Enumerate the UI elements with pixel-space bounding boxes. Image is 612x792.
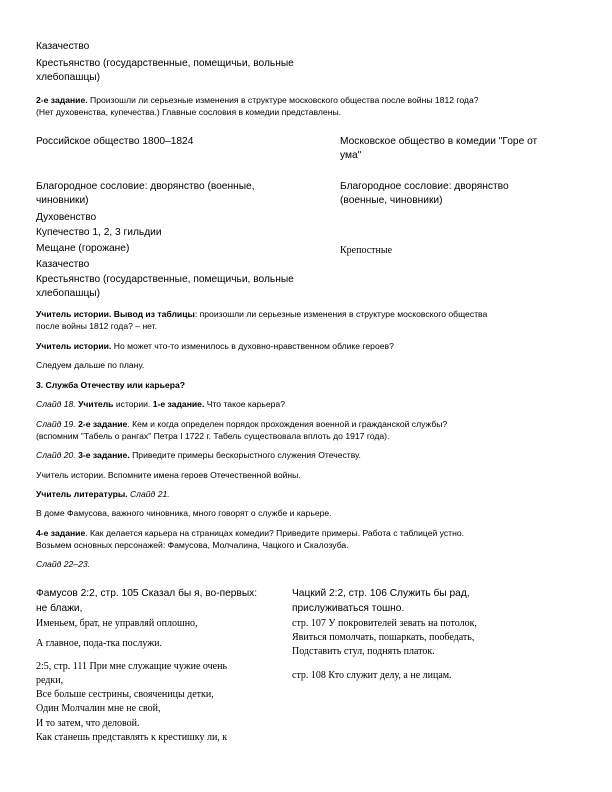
teacher-label: Учитель	[75, 399, 114, 409]
quote-line: редки,	[36, 675, 64, 686]
list-item: Крестьянство (государственные, помещичьи, вольные	[36, 58, 294, 69]
follow-paragraph: Следуем дальше по плану.	[36, 360, 145, 370]
table-row: Благородное сословие: дворянство (военные,	[36, 181, 255, 192]
task4-paragraph-line2: Возьмем основных персонажей: Фамусова, Молчалина, Чацкого и Скалозуба.	[36, 540, 349, 550]
task2-label: 2-е задание.	[36, 95, 88, 105]
conclusion-label: Учитель истории. Вывод из таблицы	[36, 309, 195, 319]
list-item: хлебопашцы)	[36, 72, 100, 83]
task2-paragraph	[36, 95, 479, 106]
teacher-question	[36, 341, 394, 352]
table-right-header-line2: ума"	[340, 150, 362, 161]
quote-line: Один Молчалин мне не свой,	[36, 703, 161, 714]
task-label: 2-е задание	[75, 419, 128, 429]
heroes-paragraph: Учитель истории. Вспомните имена героев Отечественной войны.	[36, 470, 301, 480]
famusov-house-paragraph: В доме Фамусова, важного чиновника, много говорят о службе и карьере.	[36, 508, 332, 518]
quote-line: И то затем, что деловой.	[36, 718, 140, 729]
table-row: Крестьянство (государственные, помещичьи, вольные	[36, 274, 294, 285]
task2-paragraph-line2: (Нет духовенства, купечества.) Главные сословия в комедии представлены.	[36, 107, 342, 117]
slide-ref: Слайд 19.	[36, 419, 76, 429]
quote-heading-line2: не блажи,	[36, 603, 83, 614]
quote-line: Как станешь представлять к крестишку ли, к	[36, 732, 228, 743]
slide18-paragraph	[36, 399, 285, 410]
task-label: 4-е задание	[36, 528, 86, 538]
slide-ref: Слайд 18.	[36, 399, 76, 409]
quote-heading-line2: прислуживаться тошно.	[292, 603, 405, 614]
table-right-header: Московское общество в комедии "Горе от	[340, 136, 538, 147]
quote-line: Подставить стул, поднять платок.	[292, 646, 435, 657]
quote-line: стр. 107 У покровителей зевать на потолок,	[292, 618, 477, 629]
slide-ref: Слайд 21.	[127, 489, 170, 499]
conclusion-paragraph	[36, 309, 487, 320]
literature-label: Учитель литературы.	[36, 489, 128, 499]
table-row: (военные, чиновники)	[340, 195, 443, 206]
table-row: Мещане (горожане)	[36, 243, 130, 254]
slide20-paragraph	[36, 450, 361, 461]
task-text: . Как делается карьера на страницах комедии? Приведите примеры. Работа с таблицей устно.	[85, 528, 465, 538]
slide-ref: Слайд 20.	[36, 450, 76, 460]
table-row: Казачество	[36, 259, 90, 270]
quote-heading: Фамусов 2:2, стр. 105 Сказал бы я, во-первых:	[36, 588, 258, 599]
literature-paragraph	[36, 489, 170, 500]
task-label: 1-е задание.	[150, 399, 205, 409]
slide-ref: Слайд 22–23.	[36, 559, 91, 569]
table-row: хлебопашцы)	[36, 288, 100, 299]
table-row: Благородное сословие: дворянство	[340, 181, 509, 192]
task2-text: Произошли ли серьезные изменения в структуре московского общества после войны 1812 года?	[87, 95, 479, 105]
quote-line: Все больше сестрины, свояченицы детки,	[36, 689, 214, 700]
task4-paragraph	[36, 528, 464, 539]
teacher-question-text: Но может что-то изменилось в духовно-нравственном облике героев?	[111, 341, 394, 351]
conclusion-paragraph-line2: после войны 1812 года? – нет.	[36, 321, 158, 331]
table-row: чиновники)	[36, 195, 89, 206]
list-item: Казачество	[36, 41, 90, 52]
quote-heading: Чацкий 2:2, стр. 106 Служить бы рад,	[292, 588, 470, 599]
task-text: Что такое карьера?	[204, 399, 285, 409]
task-label: 3-е задание.	[75, 450, 130, 460]
table-row: Духовенство	[36, 212, 97, 223]
slide19-paragraph-line2: (вспомним "Табель о рангах" Петра I 1722 г. Табель существовала вплоть до 1917 года).	[36, 431, 390, 441]
table-left-header: Российское общество 1800–1824	[36, 136, 194, 147]
table-row-serfs: Крепостные	[340, 245, 393, 256]
task-text: Приведите примеры бескорыстного служения Отечеству.	[129, 450, 361, 460]
teacher-subject: истории.	[113, 399, 151, 409]
quote-line: 2:5, стр. 111 При мне служащие чужие очень	[36, 661, 228, 672]
quote-line: Явиться помолчать, пошаркать, пообедать,	[292, 632, 475, 643]
quote-line: стр. 108 Кто служит делу, а не лицам.	[292, 670, 452, 681]
teacher-label: Учитель истории.	[36, 341, 112, 351]
quote-line: А главное, пода-тка послужи.	[36, 638, 162, 649]
section-heading: 3. Служба Отечеству или карьера?	[36, 380, 185, 390]
conclusion-text: : произошли ли серьезные изменения в структуре московского общества	[194, 309, 488, 319]
quote-line: Именьем, брат, не управляй оплошно,	[36, 618, 198, 629]
table-row: Купечество 1, 2, 3 гильдии	[36, 227, 162, 238]
task-text: . Кем и когда определен порядок прохождения военной и гражданской службы?	[127, 419, 448, 429]
slide19-paragraph	[36, 419, 447, 430]
